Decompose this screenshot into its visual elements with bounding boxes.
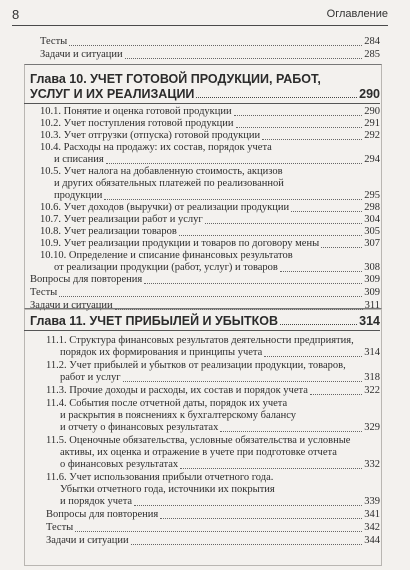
entry-page: 309 bbox=[364, 274, 380, 285]
entry-page: 305 bbox=[364, 226, 380, 237]
chapter-11-page: 314 bbox=[359, 314, 380, 328]
entry-text-continued: Убытки отчетного года, источники их покрытия bbox=[60, 484, 275, 495]
dot-leader bbox=[75, 531, 362, 532]
chapter-title-underline bbox=[24, 103, 380, 104]
toc-entry[interactable] bbox=[60, 459, 380, 471]
entry-page: 322 bbox=[364, 385, 380, 396]
chapter-10-page: 290 bbox=[359, 87, 380, 101]
entry-page: 314 bbox=[364, 347, 380, 358]
toc-entry[interactable] bbox=[60, 496, 380, 508]
entry-text: Задачи и ситуации bbox=[40, 49, 123, 60]
toc-entry[interactable] bbox=[40, 118, 380, 130]
entry-text-continued: 11.2. Учет прибылей и убытков от реализации продукции, товаров, bbox=[46, 360, 346, 371]
dot-leader bbox=[180, 468, 362, 469]
entry-text-continued: 11.4. События после отчетной даты, порядок их учета bbox=[46, 398, 288, 409]
toc-entry[interactable] bbox=[40, 202, 380, 214]
entry-text: 10.3. Учет отгрузки (отпуска) готовой продукции bbox=[40, 130, 261, 141]
entry-page: 342 bbox=[364, 522, 380, 533]
toc-entry[interactable] bbox=[54, 190, 380, 202]
entry-text: от реализации продукции (работ, услуг) и товаров bbox=[54, 262, 278, 273]
chapter-10-title[interactable]: Глава 10. УЧЕТ ГОТОВОЙ ПРОДУКЦИИ, РАБОТ, bbox=[30, 72, 321, 86]
toc-entry[interactable] bbox=[30, 287, 380, 299]
entry-page: 291 bbox=[364, 118, 380, 129]
entry-text: и отчету о финансовых результатах bbox=[60, 422, 219, 433]
entry-page: 344 bbox=[364, 535, 380, 546]
toc-entry[interactable] bbox=[40, 36, 380, 48]
entry-text: Вопросы для повторения bbox=[46, 509, 159, 520]
dot-leader bbox=[291, 211, 362, 212]
dot-leader bbox=[321, 247, 362, 248]
chapter-10-title-line2: УСЛУГ И ИХ РЕАЛИЗАЦИИ bbox=[30, 87, 195, 101]
toc-entry[interactable] bbox=[40, 226, 380, 238]
entry-text-continued: 11.1. Структура финансовых результатов деятельности предприятия, bbox=[46, 335, 354, 346]
dot-leader bbox=[134, 505, 362, 506]
dot-leader bbox=[131, 544, 363, 545]
entry-text: 10.7. Учет реализации работ и услуг bbox=[40, 214, 203, 225]
entry-page: 294 bbox=[364, 154, 380, 165]
dot-leader bbox=[69, 45, 362, 46]
entry-text: о финансовых результатах bbox=[60, 459, 179, 470]
toc-entry[interactable] bbox=[46, 522, 380, 534]
dot-leader bbox=[264, 356, 362, 357]
dot-leader bbox=[310, 394, 362, 395]
entry-page: 290 bbox=[364, 106, 380, 117]
dot-leader bbox=[125, 58, 363, 59]
entry-page: 308 bbox=[364, 262, 380, 273]
entry-page: 295 bbox=[364, 190, 380, 201]
dot-leader bbox=[104, 199, 362, 200]
entry-text-continued: и раскрытия в пояснениях к бухгалтерскому балансу bbox=[60, 410, 296, 421]
entry-text: порядок их формирования и принципы учета bbox=[60, 347, 263, 358]
chapter-title-underline bbox=[24, 330, 380, 331]
entry-text: 10.1. Понятие и оценка готовой продукции bbox=[40, 106, 232, 117]
entry-text: 10.9. Учет реализации продукции и товаров по договору мены bbox=[40, 238, 320, 249]
entry-text-continued: активы, их оценка и отражение в учете при подготовке отчета bbox=[60, 447, 337, 458]
entry-text: 11.3. Прочие доходы и расходы, их состав и порядок учета bbox=[46, 385, 308, 396]
running-section-title: Оглавление bbox=[326, 8, 388, 20]
toc-entry[interactable] bbox=[46, 535, 380, 547]
toc-entry[interactable] bbox=[30, 274, 380, 286]
toc-entry[interactable] bbox=[40, 49, 380, 61]
entry-text: и порядок учета bbox=[60, 496, 133, 507]
entry-text: Задачи и ситуации bbox=[46, 535, 129, 546]
dot-leader bbox=[144, 283, 362, 284]
entry-text: Тесты bbox=[46, 522, 74, 533]
toc-entry[interactable] bbox=[46, 509, 380, 521]
dot-leader bbox=[179, 235, 362, 236]
dot-leader bbox=[234, 115, 363, 116]
entry-text: Тесты bbox=[30, 287, 58, 298]
dot-leader bbox=[59, 296, 362, 297]
header-rule bbox=[12, 25, 388, 26]
dot-leader bbox=[205, 223, 363, 224]
entry-text-continued: 10.10. Определение и списание финансовых результатов bbox=[40, 250, 293, 261]
dot-leader bbox=[106, 163, 363, 164]
chapter-11-title-row[interactable] bbox=[30, 314, 380, 328]
dot-leader bbox=[280, 271, 362, 272]
entry-page: 307 bbox=[364, 238, 380, 249]
entry-page: 311 bbox=[364, 300, 380, 311]
entry-text-continued: и других обязательных платежей по реализованной bbox=[54, 178, 284, 189]
entry-text: 10.2. Учет поступления готовой продукции bbox=[40, 118, 234, 129]
toc-entry[interactable] bbox=[40, 214, 380, 226]
entry-text: 10.8. Учет реализации товаров bbox=[40, 226, 177, 237]
toc-entry[interactable] bbox=[60, 347, 380, 359]
dot-leader bbox=[196, 97, 357, 98]
toc-entry[interactable] bbox=[40, 238, 380, 250]
dot-leader bbox=[220, 431, 362, 432]
chapter-11-title: Глава 11. УЧЕТ ПРИБЫЛЕЙ И УБЫТКОВ bbox=[30, 314, 279, 328]
entry-text-continued: 11.6. Учет использования прибыли отчетного года. bbox=[46, 472, 274, 483]
page-number: 8 bbox=[12, 7, 20, 22]
entry-text-continued: 10.4. Расходы на продажу: их состав, порядок учета bbox=[40, 142, 272, 153]
page-header bbox=[0, 0, 410, 30]
dot-leader bbox=[236, 127, 363, 128]
entry-text: Вопросы для повторения bbox=[30, 274, 143, 285]
toc-entry[interactable] bbox=[54, 154, 380, 166]
entry-page: 339 bbox=[364, 496, 380, 507]
toc-entry[interactable] bbox=[54, 262, 380, 274]
entry-text: продукции bbox=[54, 190, 103, 201]
toc-entry[interactable] bbox=[40, 130, 380, 142]
dot-leader bbox=[160, 518, 362, 519]
dot-leader bbox=[280, 324, 357, 325]
entry-page: 329 bbox=[364, 422, 380, 433]
entry-page: 318 bbox=[364, 372, 380, 383]
entry-text-continued: 11.5. Оценочные обязательства, условные обязательства и условные bbox=[46, 435, 351, 446]
entry-page: 332 bbox=[364, 459, 380, 470]
entry-text: Тесты bbox=[40, 36, 68, 47]
toc-entry[interactable] bbox=[46, 385, 380, 397]
dot-leader bbox=[262, 139, 362, 140]
chapter-10-title-row[interactable] bbox=[30, 87, 380, 101]
entry-text: и списания bbox=[54, 154, 104, 165]
toc-entry[interactable] bbox=[60, 422, 380, 434]
dot-leader bbox=[123, 381, 363, 382]
entry-text: Задачи и ситуации bbox=[30, 300, 113, 311]
entry-text: 10.6. Учет доходов (выручки) от реализации продукции bbox=[40, 202, 290, 213]
entry-page: 298 bbox=[364, 202, 380, 213]
entry-page: 304 bbox=[364, 214, 380, 225]
entry-page: 292 bbox=[364, 130, 380, 141]
entry-page: 284 bbox=[364, 36, 380, 47]
entry-text: работ и услуг bbox=[60, 372, 121, 383]
entry-page: 285 bbox=[364, 49, 380, 60]
entry-page: 341 bbox=[364, 509, 380, 520]
toc-entry[interactable] bbox=[40, 106, 380, 118]
entry-page: 309 bbox=[364, 287, 380, 298]
entry-text-continued: 10.5. Учет налога на добавленную стоимость, акцизов bbox=[40, 166, 283, 177]
toc-entry[interactable] bbox=[60, 372, 380, 384]
